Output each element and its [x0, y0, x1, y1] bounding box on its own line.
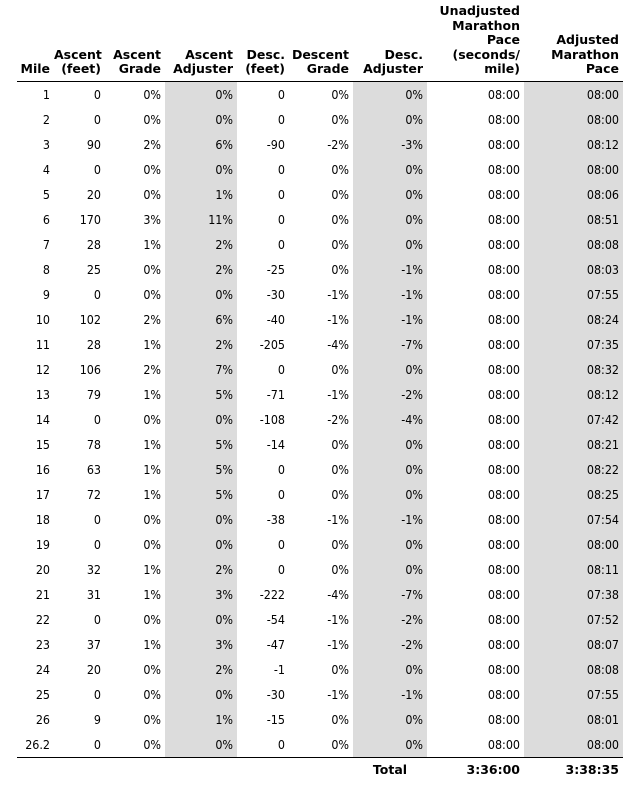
cell-mile: 12	[35, 361, 50, 377]
cell-mile: 2	[42, 111, 50, 127]
cell-descent-grade: 0%	[331, 661, 349, 677]
cell-descent-grade: -1%	[327, 386, 349, 402]
header-descent-grade: Descent Grade	[289, 4, 353, 81]
cell-ascent-grade: 3%	[143, 211, 161, 227]
cell-ascent-adjuster: 5%	[165, 432, 237, 457]
cell-desc-feet: -47	[266, 636, 285, 652]
cell-desc-adjuster: 0%	[353, 457, 427, 482]
cell-desc-adjuster: 0%	[353, 232, 427, 257]
cell-desc-adjuster: 0%	[353, 182, 427, 207]
cell-descent-grade: 0%	[331, 736, 349, 752]
cell-adjusted-pace: 08:07	[524, 632, 623, 657]
cell-mile: 3	[42, 136, 50, 152]
cell-ascent-feet: 0	[93, 736, 101, 752]
cell-descent-grade: 0%	[331, 161, 349, 177]
cell-ascent-grade: 0%	[143, 661, 161, 677]
cell-descent-grade: -4%	[327, 586, 349, 602]
cell-mile: 15	[35, 436, 50, 452]
cell-mile: 10	[35, 311, 50, 327]
cell-desc-adjuster: 0%	[353, 482, 427, 507]
cell-mile: 26	[35, 711, 50, 727]
cell-desc-adjuster: -2%	[353, 607, 427, 632]
cell-adjusted-pace: 07:55	[524, 682, 623, 707]
cell-desc-adjuster: -7%	[353, 582, 427, 607]
cell-ascent-feet: 106	[79, 361, 101, 377]
table-row	[17, 507, 623, 532]
cell-adjusted-pace: 07:35	[524, 332, 623, 357]
cell-ascent-adjuster: 0%	[165, 107, 237, 132]
cell-ascent-grade: 0%	[143, 111, 161, 127]
cell-ascent-grade: 0%	[143, 711, 161, 727]
cell-mile: 25	[35, 686, 50, 702]
cell-mile: 9	[42, 286, 50, 302]
cell-desc-feet: 0	[277, 86, 285, 102]
cell-unadjusted-pace: 08:00	[487, 86, 520, 102]
cell-adjusted-pace: 08:11	[524, 557, 623, 582]
total-row	[17, 757, 623, 782]
cell-unadjusted-pace: 08:00	[487, 561, 520, 577]
cell-desc-feet: -222	[259, 586, 285, 602]
table-row	[17, 232, 623, 257]
cell-ascent-adjuster: 6%	[165, 132, 237, 157]
cell-descent-grade: -1%	[327, 511, 349, 527]
pace-table-container	[17, 4, 626, 782]
table-row	[17, 182, 623, 207]
table-row	[17, 307, 623, 332]
cell-ascent-feet: 0	[93, 161, 101, 177]
cell-descent-grade: 0%	[331, 711, 349, 727]
cell-mile: 6	[42, 211, 50, 227]
table-row	[17, 257, 623, 282]
cell-ascent-feet: 72	[86, 486, 101, 502]
cell-descent-grade: 0%	[331, 261, 349, 277]
header-adjusted-pace: Adjusted Marathon Pace	[524, 4, 623, 81]
cell-unadjusted-pace: 08:00	[487, 386, 520, 402]
cell-ascent-feet: 37	[86, 636, 101, 652]
cell-descent-grade: 0%	[331, 461, 349, 477]
cell-ascent-feet: 0	[93, 611, 101, 627]
cell-desc-adjuster: -1%	[353, 282, 427, 307]
cell-ascent-grade: 2%	[143, 361, 161, 377]
cell-ascent-feet: 20	[86, 186, 101, 202]
cell-unadjusted-pace: 08:00	[487, 186, 520, 202]
cell-unadjusted-pace: 08:00	[487, 661, 520, 677]
cell-ascent-feet: 0	[93, 511, 101, 527]
cell-adjusted-pace: 08:00	[524, 157, 623, 182]
cell-descent-grade: -1%	[327, 611, 349, 627]
cell-ascent-feet: 9	[93, 711, 101, 727]
cell-desc-feet: 0	[277, 186, 285, 202]
cell-ascent-grade: 0%	[143, 511, 161, 527]
table-row	[17, 132, 623, 157]
cell-adjusted-pace: 08:00	[524, 81, 623, 107]
cell-ascent-adjuster: 5%	[165, 457, 237, 482]
cell-desc-adjuster: -2%	[353, 382, 427, 407]
header-ascent-grade: Ascent Grade	[105, 4, 165, 81]
cell-unadjusted-pace: 08:00	[487, 711, 520, 727]
cell-desc-adjuster: -1%	[353, 507, 427, 532]
cell-unadjusted-pace: 08:00	[487, 536, 520, 552]
cell-adjusted-pace: 08:24	[524, 307, 623, 332]
cell-ascent-feet: 170	[79, 211, 101, 227]
cell-adjusted-pace: 08:00	[524, 732, 623, 758]
cell-ascent-adjuster: 2%	[165, 657, 237, 682]
cell-ascent-feet: 90	[86, 136, 101, 152]
cell-desc-feet: -108	[259, 411, 285, 427]
table-row	[17, 532, 623, 557]
cell-desc-feet: -15	[266, 711, 285, 727]
cell-descent-grade: -4%	[327, 336, 349, 352]
cell-adjusted-pace: 07:38	[524, 582, 623, 607]
cell-ascent-feet: 0	[93, 686, 101, 702]
cell-ascent-adjuster: 3%	[165, 582, 237, 607]
cell-ascent-feet: 0	[93, 86, 101, 102]
marathon-pace-table	[17, 4, 623, 782]
cell-descent-grade: -2%	[327, 136, 349, 152]
table-row	[17, 432, 623, 457]
cell-descent-grade: -1%	[327, 636, 349, 652]
cell-mile: 22	[35, 611, 50, 627]
cell-adjusted-pace: 08:21	[524, 432, 623, 457]
cell-ascent-adjuster: 0%	[165, 157, 237, 182]
cell-ascent-feet: 0	[93, 286, 101, 302]
cell-desc-adjuster: 0%	[353, 707, 427, 732]
cell-ascent-grade: 0%	[143, 736, 161, 752]
cell-ascent-adjuster: 2%	[165, 557, 237, 582]
cell-descent-grade: 0%	[331, 561, 349, 577]
cell-ascent-feet: 63	[86, 461, 101, 477]
cell-ascent-grade: 1%	[143, 561, 161, 577]
table-row	[17, 357, 623, 382]
cell-desc-adjuster: -3%	[353, 132, 427, 157]
cell-unadjusted-pace: 08:00	[487, 211, 520, 227]
cell-ascent-grade: 0%	[143, 411, 161, 427]
cell-descent-grade: 0%	[331, 486, 349, 502]
cell-desc-adjuster: -1%	[353, 682, 427, 707]
cell-ascent-feet: 78	[86, 436, 101, 452]
cell-unadjusted-pace: 08:00	[487, 286, 520, 302]
cell-descent-grade: 0%	[331, 86, 349, 102]
cell-mile: 18	[35, 511, 50, 527]
cell-desc-feet: -1	[273, 661, 285, 677]
cell-ascent-grade: 0%	[143, 261, 161, 277]
cell-desc-feet: 0	[277, 111, 285, 127]
cell-unadjusted-pace: 08:00	[487, 161, 520, 177]
cell-ascent-grade: 0%	[143, 686, 161, 702]
cell-desc-feet: -205	[259, 336, 285, 352]
cell-ascent-feet: 28	[86, 336, 101, 352]
cell-desc-feet: 0	[277, 211, 285, 227]
table-row	[17, 607, 623, 632]
cell-adjusted-pace: 08:03	[524, 257, 623, 282]
cell-ascent-grade: 0%	[143, 161, 161, 177]
cell-ascent-grade: 1%	[143, 636, 161, 652]
cell-adjusted-pace: 08:06	[524, 182, 623, 207]
header-desc-adjuster: Desc. Adjuster	[353, 4, 427, 81]
cell-ascent-grade: 0%	[143, 286, 161, 302]
cell-mile: 1	[42, 86, 50, 102]
cell-adjusted-pace: 08:00	[524, 532, 623, 557]
cell-adjusted-pace: 08:22	[524, 457, 623, 482]
cell-ascent-grade: 1%	[143, 336, 161, 352]
cell-mile: 23	[35, 636, 50, 652]
cell-unadjusted-pace: 08:00	[487, 311, 520, 327]
cell-descent-grade: 0%	[331, 361, 349, 377]
cell-descent-grade: 0%	[331, 211, 349, 227]
cell-mile: 19	[35, 536, 50, 552]
cell-unadjusted-pace: 08:00	[487, 236, 520, 252]
table-row	[17, 81, 623, 107]
cell-desc-adjuster: 0%	[353, 157, 427, 182]
cell-unadjusted-pace: 08:00	[487, 336, 520, 352]
cell-unadjusted-pace: 08:00	[487, 361, 520, 377]
cell-ascent-grade: 0%	[143, 86, 161, 102]
cell-desc-adjuster: -1%	[353, 307, 427, 332]
cell-mile: 17	[35, 486, 50, 502]
table-row	[17, 157, 623, 182]
cell-adjusted-pace: 08:12	[524, 382, 623, 407]
cell-descent-grade: -2%	[327, 411, 349, 427]
cell-ascent-adjuster: 6%	[165, 307, 237, 332]
cell-ascent-adjuster: 0%	[165, 282, 237, 307]
cell-desc-feet: -40	[266, 311, 285, 327]
cell-adjusted-pace: 07:42	[524, 407, 623, 432]
cell-desc-feet: 0	[277, 536, 285, 552]
cell-unadjusted-pace: 08:00	[487, 111, 520, 127]
cell-desc-feet: 0	[277, 361, 285, 377]
table-row	[17, 107, 623, 132]
cell-mile: 4	[42, 161, 50, 177]
cell-ascent-feet: 31	[86, 586, 101, 602]
cell-mile: 24	[35, 661, 50, 677]
cell-descent-grade: -1%	[327, 311, 349, 327]
cell-ascent-adjuster: 0%	[165, 407, 237, 432]
cell-adjusted-pace: 08:12	[524, 132, 623, 157]
cell-ascent-feet: 0	[93, 536, 101, 552]
cell-ascent-adjuster: 2%	[165, 232, 237, 257]
cell-mile: 11	[35, 336, 50, 352]
cell-desc-feet: -30	[266, 286, 285, 302]
cell-adjusted-pace: 08:51	[524, 207, 623, 232]
cell-mile: 5	[42, 186, 50, 202]
cell-adjusted-pace: 08:08	[524, 232, 623, 257]
cell-ascent-adjuster: 2%	[165, 332, 237, 357]
cell-desc-feet: 0	[277, 461, 285, 477]
cell-ascent-feet: 28	[86, 236, 101, 252]
table-row	[17, 657, 623, 682]
cell-desc-feet: -30	[266, 686, 285, 702]
cell-ascent-feet: 32	[86, 561, 101, 577]
cell-unadjusted-pace: 08:00	[487, 611, 520, 627]
table-body	[17, 81, 623, 757]
cell-desc-feet: 0	[277, 161, 285, 177]
cell-desc-feet: -54	[266, 611, 285, 627]
cell-desc-adjuster: -1%	[353, 257, 427, 282]
cell-ascent-feet: 79	[86, 386, 101, 402]
cell-desc-feet: 0	[277, 561, 285, 577]
cell-unadjusted-pace: 08:00	[487, 436, 520, 452]
cell-desc-adjuster: 0%	[353, 207, 427, 232]
cell-unadjusted-pace: 08:00	[487, 511, 520, 527]
cell-desc-feet: 0	[277, 736, 285, 752]
cell-ascent-feet: 20	[86, 661, 101, 677]
cell-desc-feet: -71	[266, 386, 285, 402]
cell-mile: 8	[42, 261, 50, 277]
cell-desc-adjuster: -7%	[353, 332, 427, 357]
table-row	[17, 282, 623, 307]
total-label: Total	[353, 757, 427, 782]
cell-ascent-grade: 2%	[143, 136, 161, 152]
cell-ascent-adjuster: 0%	[165, 732, 237, 758]
cell-mile: 14	[35, 411, 50, 427]
cell-adjusted-pace: 08:32	[524, 357, 623, 382]
cell-ascent-adjuster: 0%	[165, 81, 237, 107]
cell-ascent-grade: 1%	[143, 586, 161, 602]
table-row	[17, 207, 623, 232]
cell-desc-adjuster: 0%	[353, 357, 427, 382]
cell-descent-grade: -1%	[327, 286, 349, 302]
cell-desc-adjuster: 0%	[353, 557, 427, 582]
cell-unadjusted-pace: 08:00	[487, 736, 520, 752]
cell-desc-feet: -38	[266, 511, 285, 527]
total-adjusted: 3:38:35	[524, 757, 623, 782]
cell-adjusted-pace: 07:54	[524, 507, 623, 532]
cell-ascent-grade: 2%	[143, 311, 161, 327]
cell-ascent-adjuster: 0%	[165, 532, 237, 557]
table-row	[17, 457, 623, 482]
cell-unadjusted-pace: 08:00	[487, 261, 520, 277]
cell-mile: 16	[35, 461, 50, 477]
cell-desc-feet: 0	[277, 486, 285, 502]
table-row	[17, 682, 623, 707]
cell-adjusted-pace: 08:00	[524, 107, 623, 132]
cell-ascent-grade: 1%	[143, 436, 161, 452]
cell-ascent-feet: 0	[93, 111, 101, 127]
table-row	[17, 707, 623, 732]
cell-desc-feet: 0	[277, 236, 285, 252]
cell-unadjusted-pace: 08:00	[487, 411, 520, 427]
cell-mile: 13	[35, 386, 50, 402]
cell-desc-adjuster: -2%	[353, 632, 427, 657]
cell-ascent-adjuster: 1%	[165, 182, 237, 207]
table-row	[17, 582, 623, 607]
cell-ascent-feet: 0	[93, 411, 101, 427]
cell-ascent-adjuster: 2%	[165, 257, 237, 282]
cell-descent-grade: 0%	[331, 436, 349, 452]
cell-descent-grade: 0%	[331, 111, 349, 127]
header-desc-feet: Desc. (feet)	[237, 4, 289, 81]
cell-desc-adjuster: 0%	[353, 532, 427, 557]
cell-ascent-grade: 1%	[143, 236, 161, 252]
cell-descent-grade: 0%	[331, 536, 349, 552]
cell-ascent-adjuster: 0%	[165, 682, 237, 707]
cell-ascent-feet: 102	[79, 311, 101, 327]
cell-unadjusted-pace: 08:00	[487, 686, 520, 702]
cell-unadjusted-pace: 08:00	[487, 486, 520, 502]
cell-ascent-adjuster: 11%	[165, 207, 237, 232]
total-unadjusted: 3:36:00	[427, 757, 524, 782]
cell-ascent-adjuster: 5%	[165, 382, 237, 407]
table-row	[17, 332, 623, 357]
cell-ascent-grade: 0%	[143, 536, 161, 552]
cell-ascent-grade: 1%	[143, 461, 161, 477]
cell-adjusted-pace: 08:08	[524, 657, 623, 682]
table-row	[17, 482, 623, 507]
cell-desc-feet: -90	[266, 136, 285, 152]
cell-unadjusted-pace: 08:00	[487, 136, 520, 152]
cell-descent-grade: 0%	[331, 186, 349, 202]
cell-mile: 26.2	[25, 736, 50, 752]
cell-adjusted-pace: 07:52	[524, 607, 623, 632]
header-unadjusted-pace: Unadjusted Marathon Pace (seconds/ mile)	[427, 4, 524, 81]
cell-ascent-grade: 1%	[143, 486, 161, 502]
cell-ascent-adjuster: 0%	[165, 507, 237, 532]
cell-adjusted-pace: 08:01	[524, 707, 623, 732]
cell-ascent-adjuster: 3%	[165, 632, 237, 657]
cell-mile: 7	[42, 236, 50, 252]
cell-ascent-adjuster: 0%	[165, 607, 237, 632]
cell-descent-grade: -1%	[327, 686, 349, 702]
cell-desc-adjuster: 0%	[353, 432, 427, 457]
header-ascent-feet: Ascent (feet)	[54, 4, 105, 81]
header-mile: Mile	[17, 4, 54, 81]
cell-desc-feet: -25	[266, 261, 285, 277]
cell-adjusted-pace: 07:55	[524, 282, 623, 307]
cell-ascent-adjuster: 5%	[165, 482, 237, 507]
cell-unadjusted-pace: 08:00	[487, 461, 520, 477]
cell-mile: 20	[35, 561, 50, 577]
table-row	[17, 557, 623, 582]
header-ascent-adjuster: Ascent Adjuster	[165, 4, 237, 81]
cell-ascent-adjuster: 1%	[165, 707, 237, 732]
cell-desc-adjuster: 0%	[353, 107, 427, 132]
cell-adjusted-pace: 08:25	[524, 482, 623, 507]
header-row	[17, 4, 623, 81]
cell-desc-adjuster: 0%	[353, 81, 427, 107]
table-row	[17, 382, 623, 407]
cell-ascent-grade: 0%	[143, 186, 161, 202]
cell-ascent-grade: 0%	[143, 611, 161, 627]
cell-desc-adjuster: 0%	[353, 732, 427, 758]
cell-unadjusted-pace: 08:00	[487, 586, 520, 602]
cell-ascent-grade: 1%	[143, 386, 161, 402]
table-row	[17, 732, 623, 758]
cell-descent-grade: 0%	[331, 236, 349, 252]
cell-mile: 21	[35, 586, 50, 602]
table-row	[17, 407, 623, 432]
cell-unadjusted-pace: 08:00	[487, 636, 520, 652]
cell-desc-adjuster: 0%	[353, 657, 427, 682]
cell-desc-feet: -14	[266, 436, 285, 452]
cell-ascent-adjuster: 7%	[165, 357, 237, 382]
table-row	[17, 632, 623, 657]
cell-ascent-feet: 25	[86, 261, 101, 277]
cell-desc-adjuster: -4%	[353, 407, 427, 432]
